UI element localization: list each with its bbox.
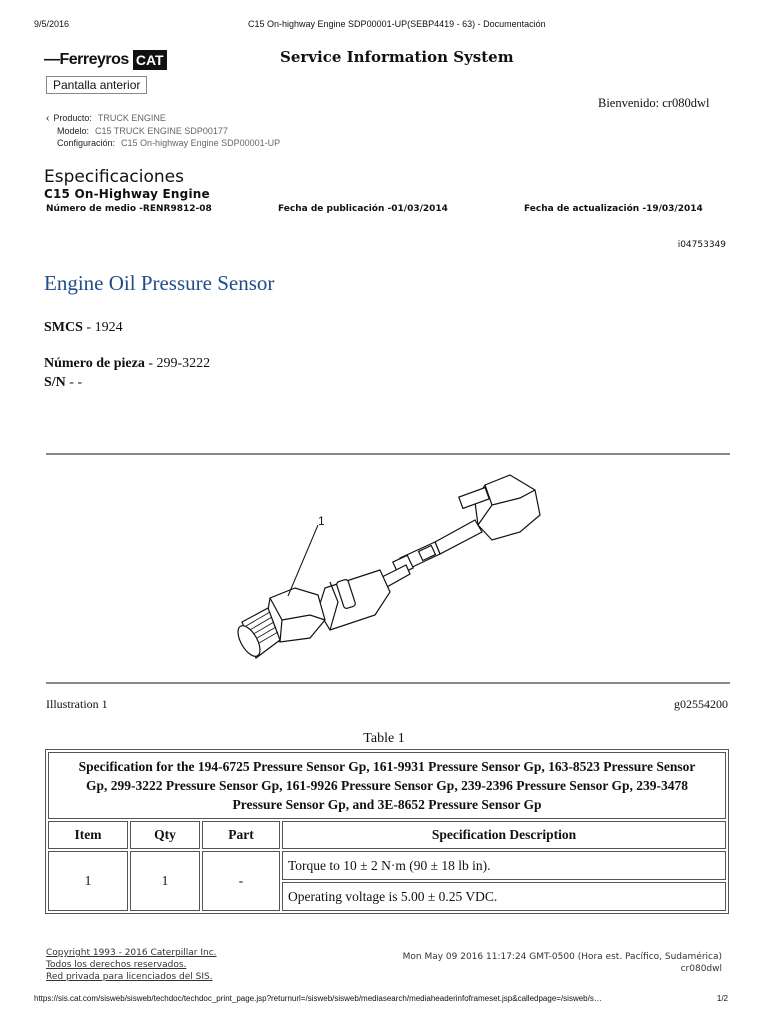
cat-logo: CAT bbox=[133, 50, 167, 70]
copyright-block bbox=[46, 947, 217, 983]
ferreyros-logo: —Ferreyros bbox=[44, 51, 129, 68]
cell-qty: 1 bbox=[130, 851, 200, 911]
cell-item: 1 bbox=[48, 851, 128, 911]
specifications-heading: Especificaciones bbox=[44, 167, 184, 187]
print-date: 9/5/2016 bbox=[34, 19, 70, 29]
producto-row: ‹ Producto: TRUCK ENGINE bbox=[46, 113, 166, 124]
update-date: Fecha de actualización -19/03/2014 bbox=[524, 204, 703, 214]
chevron-left-icon[interactable]: ‹ bbox=[46, 113, 50, 124]
rights-link[interactable]: Todos los derechos reservados. bbox=[46, 960, 187, 970]
document-id: i04753349 bbox=[677, 240, 726, 250]
previous-screen-button[interactable]: Pantalla anterior bbox=[46, 76, 147, 94]
smcs-field: SMCS - 1924 bbox=[44, 320, 123, 335]
timestamp: Mon May 09 2016 11:17:24 GMT-0500 (Hora est. Pacífico, Sudamérica) bbox=[402, 952, 722, 962]
footer-user: cr080dwl bbox=[680, 964, 722, 974]
media-number: Número de medio -RENR9812-08 bbox=[46, 204, 212, 214]
table-title: Specification for the 194-6725 Pressure Sensor Gp, 161-9931 Pressure Sensor Gp, 163-8523 Pressure Sensor Gp, 299-3222 Pressure Sensor Gp, 161-9926 Pressure Sensor Gp, 239-2396 Pressure Sensor Gp, 239-3478 Pressure Sensor Gp, and 3E-8652 Pressure Sensor Gp bbox=[48, 752, 726, 819]
illustration-caption: Illustration 1 bbox=[46, 697, 108, 711]
print-url: https://sis.cat.com/sisweb/sisweb/techdoc/techdoc_print_page.jsp?returnurl=/sisweb/sisweb/mediasearch/mediaheaderinfoframeset.jsp&calledpage=/sisweb/s… bbox=[34, 994, 602, 1003]
callout-label: 1 bbox=[318, 514, 325, 528]
graphic-id: g02554200 bbox=[674, 697, 728, 711]
header-item: Item bbox=[48, 821, 128, 849]
cell-desc-torque: Torque to 10 ± 2 N·m (90 ± 18 lb in). bbox=[282, 851, 726, 880]
divider-top bbox=[46, 453, 730, 455]
serial-number-field: S/N - - bbox=[44, 375, 83, 390]
print-doc-title: C15 On-highway Engine SDP00001-UP(SEBP4419 - 63) - Documentación bbox=[248, 19, 546, 29]
table-caption: Table 1 bbox=[363, 731, 405, 746]
page-title: Engine Oil Pressure Sensor bbox=[44, 271, 275, 295]
header-qty: Qty bbox=[130, 821, 200, 849]
site-title: Service Information System bbox=[280, 48, 514, 66]
welcome-user: Bienvenido: cr080dwl bbox=[598, 96, 710, 110]
page-number: 1/2 bbox=[716, 994, 728, 1003]
divider-bottom bbox=[46, 682, 730, 684]
modelo-link[interactable]: C15 TRUCK ENGINE SDP00177 bbox=[95, 126, 228, 136]
modelo-row: Modelo: C15 TRUCK ENGINE SDP00177 bbox=[57, 126, 228, 136]
producto-link[interactable]: TRUCK ENGINE bbox=[97, 113, 166, 123]
cell-part: - bbox=[202, 851, 280, 911]
ferreyros-cat-logo bbox=[44, 45, 170, 75]
engine-heading: C15 On-Highway Engine bbox=[44, 187, 210, 201]
config-link[interactable]: C15 On-highway Engine SDP00001-UP bbox=[121, 138, 281, 148]
copyright-link[interactable]: Copyright 1993 - 2016 Caterpillar Inc. bbox=[46, 948, 217, 958]
header-description: Specification Description bbox=[282, 821, 726, 849]
header-part: Part bbox=[202, 821, 280, 849]
oil-pressure-sensor-illustration bbox=[230, 470, 560, 670]
table-row bbox=[48, 851, 726, 880]
part-number-field: Número de pieza - 299-3222 bbox=[44, 356, 211, 371]
config-row: Configuración: C15 On-highway Engine SDP00001-UP bbox=[57, 138, 281, 148]
timestamp-block bbox=[403, 951, 722, 975]
publication-date: Fecha de publicación -01/03/2014 bbox=[278, 204, 448, 214]
product-info bbox=[46, 112, 280, 149]
specification-table bbox=[45, 749, 729, 914]
network-link[interactable]: Red privada para licenciados del SIS. bbox=[46, 972, 213, 982]
cell-desc-voltage: Operating voltage is 5.00 ± 0.25 VDC. bbox=[282, 882, 726, 911]
